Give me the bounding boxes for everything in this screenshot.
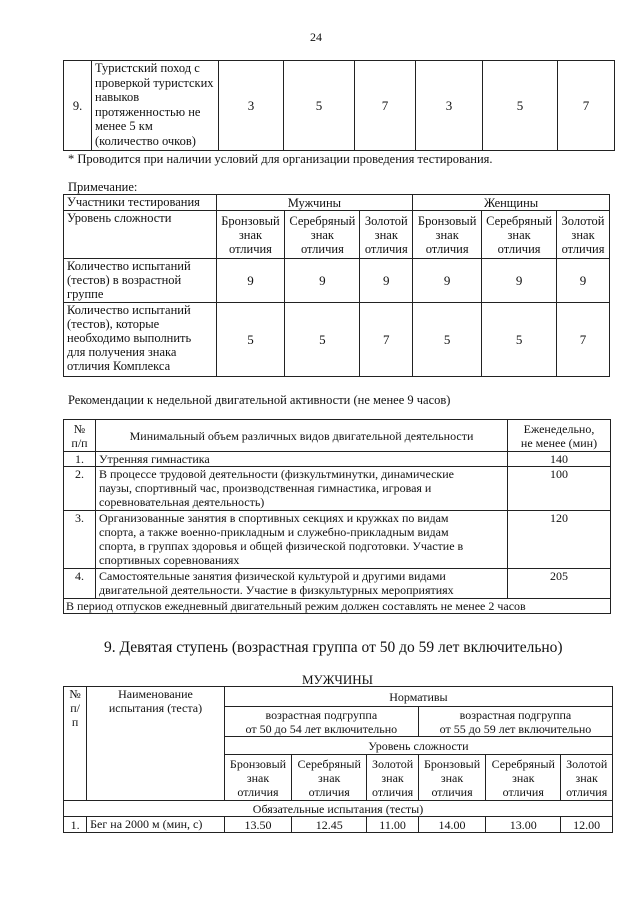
test-name-header bbox=[87, 687, 225, 801]
level-header: Уровень сложности bbox=[64, 211, 217, 259]
value-cell: 3 bbox=[219, 61, 284, 151]
badge-line: знак bbox=[246, 770, 270, 785]
test-name-line: Туристский поход с bbox=[95, 61, 200, 75]
badge-line: знак bbox=[435, 227, 459, 242]
num-header bbox=[64, 687, 87, 801]
activity-line: В процессе трудовой деятельности (физкультминутки, динамические bbox=[99, 467, 454, 481]
test-name-line: протяженностью не bbox=[95, 104, 201, 119]
test-name bbox=[92, 61, 219, 151]
badge-line: отличия bbox=[431, 784, 473, 799]
activity-text bbox=[96, 569, 508, 599]
test-name-header-line: испытания (теста) bbox=[108, 701, 203, 715]
test-name-line: менее 5 км bbox=[95, 119, 153, 133]
value-cell: 3 bbox=[416, 61, 483, 151]
badge-header bbox=[482, 211, 557, 259]
badge-line: знак bbox=[440, 770, 464, 785]
footnote: * Проводится при наличии условий для организации проведения тестирования. bbox=[68, 152, 493, 166]
num-header-line: № bbox=[69, 687, 81, 701]
badge-header bbox=[292, 755, 367, 801]
norm-value: 13.00 bbox=[486, 817, 561, 833]
value-cell: 5 bbox=[284, 61, 355, 151]
badge-line: Золотой bbox=[371, 756, 414, 771]
stage-heading: 9. Девятая ступень (возрастная группа от 50 до 59 лет включительно) bbox=[104, 639, 563, 656]
activity-name-header: Минимальный объем различных видов двигательной деятельности bbox=[96, 420, 508, 452]
men-header: Мужчины bbox=[216, 195, 413, 211]
test-name: Бег на 2000 м (мин, с) bbox=[87, 817, 225, 833]
badge-header bbox=[418, 755, 485, 801]
time-header-line: не менее (мин) bbox=[520, 435, 598, 450]
row-number: 3. bbox=[64, 511, 96, 569]
value-cell: 7 bbox=[355, 61, 416, 151]
row-label bbox=[64, 259, 217, 303]
badge-line: отличия bbox=[237, 784, 279, 799]
badge-header bbox=[367, 755, 419, 801]
badge-line: Золотой bbox=[561, 213, 605, 228]
activity-minutes: 205 bbox=[508, 569, 611, 599]
value-cell: 5 bbox=[482, 303, 557, 377]
subgroup-line: от 55 до 59 лет включительно bbox=[439, 721, 592, 736]
badge-line: отличия bbox=[425, 241, 469, 256]
badge-header bbox=[360, 211, 413, 259]
badge-line: Бронзовый bbox=[229, 756, 287, 771]
badge-line: Золотой bbox=[566, 756, 608, 771]
norm-value: 11.00 bbox=[367, 817, 419, 833]
badge-line: отличия bbox=[229, 241, 272, 256]
activity-line: двигательной деятельности. Участие в физкультурных мероприятиях bbox=[99, 583, 454, 597]
activity-line: паузы, спортивный час, производственная гимнастика, игровая и bbox=[99, 481, 432, 495]
row-number: 1. bbox=[64, 817, 87, 833]
activity-minutes: 100 bbox=[508, 467, 611, 511]
badge-line: Бронзовый bbox=[417, 213, 477, 228]
activity-text bbox=[96, 511, 508, 569]
row-label-line: Количество испытаний bbox=[67, 259, 191, 273]
mandatory-header: Обязательные испытания (тесты) bbox=[64, 801, 613, 817]
value-cell: 9 bbox=[557, 259, 610, 303]
row-number: 2. bbox=[64, 467, 96, 511]
badge-line: знак bbox=[318, 770, 341, 785]
badge-line: знак bbox=[238, 227, 263, 242]
value-cell: 9 bbox=[413, 259, 482, 303]
badge-line: Бронзовый bbox=[221, 213, 280, 228]
row-label-line: (тестов) в возрастной bbox=[67, 273, 182, 287]
badge-line: знак bbox=[575, 770, 598, 785]
value-cell: 9 bbox=[482, 259, 557, 303]
recommend-title: Рекомендации к недельной двигательной активности (не менее 9 часов) bbox=[68, 393, 451, 407]
norm-value: 13.50 bbox=[224, 817, 291, 833]
badge-line: знак bbox=[374, 227, 398, 242]
value-cell: 5 bbox=[285, 303, 360, 377]
activity-table bbox=[63, 419, 611, 614]
women-header: Женщины bbox=[413, 195, 610, 211]
badge-line: отличия bbox=[364, 241, 408, 256]
subgroup-header bbox=[418, 707, 612, 737]
tourism-table bbox=[63, 60, 615, 151]
badge-line: знак bbox=[381, 770, 404, 785]
time-header-line: Еженедельно, bbox=[523, 421, 595, 436]
time-header bbox=[508, 420, 611, 452]
row-label-line: для получения знака bbox=[67, 345, 177, 359]
norm-value: 12.45 bbox=[292, 817, 367, 833]
row-label-line: группе bbox=[67, 287, 104, 301]
level-header: Уровень сложности bbox=[224, 737, 612, 755]
badge-line: отличия bbox=[497, 241, 541, 256]
value-cell: 7 bbox=[557, 303, 610, 377]
badge-line: Золотой bbox=[364, 213, 408, 228]
badge-line: Бронзовый bbox=[423, 756, 481, 771]
row-label-line: отличия Комплекса bbox=[67, 359, 171, 373]
badge-line: Серебряный bbox=[486, 213, 553, 228]
badge-header bbox=[413, 211, 482, 259]
subgroup-line: возрастная подгруппа bbox=[265, 707, 378, 722]
num-header-line: п/п bbox=[70, 701, 80, 729]
activity-line: Организованные занятия в спортивных секциях и кружках по видам bbox=[99, 511, 449, 525]
badge-header bbox=[561, 755, 613, 801]
subgroup-line: от 50 до 54 лет включительно bbox=[245, 721, 398, 736]
num-header-line: п/п bbox=[71, 435, 88, 450]
page-number: 24 bbox=[310, 30, 322, 44]
test-name-header-line: Наименование bbox=[118, 687, 193, 701]
test-name-line: (количество очков) bbox=[95, 133, 196, 148]
badge-line: знак bbox=[507, 227, 531, 242]
badge-line: отличия bbox=[561, 241, 605, 256]
activity-minutes: 120 bbox=[508, 511, 611, 569]
participants-header: Участники тестирования bbox=[64, 195, 217, 211]
num-header-line: № bbox=[73, 421, 86, 436]
badge-line: отличия bbox=[502, 784, 544, 799]
test-number: 9. bbox=[64, 61, 92, 151]
badge-header bbox=[216, 211, 285, 259]
num-header bbox=[64, 420, 96, 452]
value-cell: 5 bbox=[483, 61, 558, 151]
row-label bbox=[64, 303, 217, 377]
badge-line: знак bbox=[512, 770, 535, 785]
activity-line: спортивных соревнованиях bbox=[99, 553, 240, 567]
activity-line: Самостоятельные занятия физической культурой и другими видами bbox=[99, 569, 446, 583]
norms-table bbox=[63, 686, 613, 833]
row-label-line: (тестов), которые bbox=[67, 317, 160, 331]
test-name-line: проверкой туристских bbox=[95, 75, 214, 90]
activity-line: соревновательная деятельность) bbox=[99, 495, 265, 509]
subgroup-header bbox=[224, 707, 418, 737]
badge-line: Серебряный bbox=[491, 756, 555, 771]
badge-line: знак bbox=[310, 227, 334, 242]
row-label-line: Количество испытаний bbox=[67, 303, 191, 317]
activity-line: спорта, а также военно-прикладным и служебно-прикладным видам bbox=[99, 525, 449, 539]
norms-header: Нормативы bbox=[224, 687, 612, 707]
value-cell: 5 bbox=[413, 303, 482, 377]
badge-line: знак bbox=[571, 227, 595, 242]
badge-line: отличия bbox=[566, 784, 608, 799]
badge-line: отличия bbox=[308, 784, 350, 799]
badge-header bbox=[285, 211, 360, 259]
norm-value: 12.00 bbox=[561, 817, 613, 833]
norm-value: 14.00 bbox=[418, 817, 485, 833]
badge-line: Серебряный bbox=[297, 756, 361, 771]
badge-line: Серебряный bbox=[289, 213, 356, 228]
activity-minutes: 140 bbox=[508, 452, 611, 467]
activity-line: Утренняя гимнастика bbox=[99, 452, 210, 466]
value-cell: 7 bbox=[558, 61, 615, 151]
note-label: Примечание: bbox=[68, 180, 138, 194]
badge-header bbox=[486, 755, 561, 801]
note-table bbox=[63, 194, 610, 377]
badge-header bbox=[557, 211, 610, 259]
badge-line: отличия bbox=[300, 241, 344, 256]
row-number: 1. bbox=[64, 452, 96, 467]
activity-footer: В период отпусков ежедневный двигательный режим должен составлять не менее 2 часов bbox=[64, 599, 611, 614]
value-cell: 9 bbox=[360, 259, 413, 303]
men-heading: МУЖЧИНЫ bbox=[302, 672, 373, 687]
value-cell: 9 bbox=[216, 259, 285, 303]
value-cell: 9 bbox=[285, 259, 360, 303]
badge-line: отличия bbox=[371, 784, 414, 799]
activity-line: спорта, в группах здоровья и общей физической подготовки. Участие в bbox=[99, 539, 464, 553]
row-label-line: необходимо выполнить bbox=[67, 331, 192, 345]
test-name-line: навыков bbox=[95, 90, 140, 104]
badge-header bbox=[224, 755, 291, 801]
row-number: 4. bbox=[64, 569, 96, 599]
subgroup-line: возрастная подгруппа bbox=[459, 707, 572, 722]
value-cell: 7 bbox=[360, 303, 413, 377]
activity-text bbox=[96, 452, 508, 467]
value-cell: 5 bbox=[216, 303, 285, 377]
activity-text bbox=[96, 467, 508, 511]
